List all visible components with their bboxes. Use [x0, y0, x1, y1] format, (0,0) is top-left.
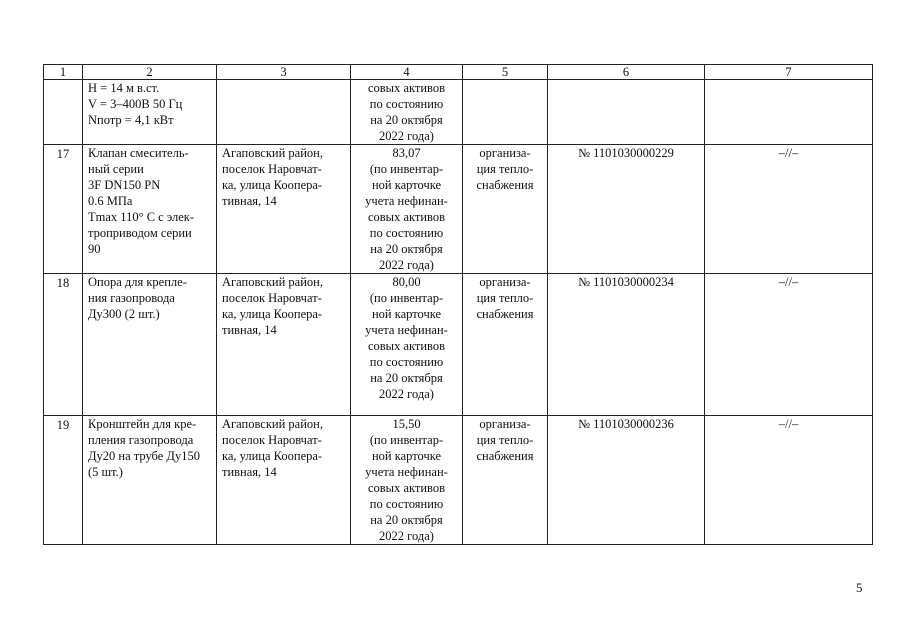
table-row	[44, 274, 873, 416]
value-cell	[351, 80, 463, 145]
property-table	[43, 64, 873, 545]
row-number-cell: 19	[44, 416, 83, 545]
item-name-cell	[83, 80, 217, 145]
address-line: поселок Наровчат-	[222, 433, 322, 447]
value-line: совых активов	[367, 339, 446, 353]
item-name-line: ния газопровода	[88, 291, 175, 305]
holder-line: снабжения	[476, 307, 534, 321]
value-line: ной карточке	[371, 307, 442, 321]
column-header-7: 7	[705, 65, 873, 80]
address-line: ка, улица Коопера-	[222, 307, 323, 321]
value-line: учета нефинан-	[365, 323, 448, 337]
table-row	[44, 416, 873, 545]
value-line: учета нефинан-	[365, 194, 448, 208]
item-name-line: 90	[88, 242, 101, 256]
value-line: 2022 года)	[379, 129, 434, 143]
holder-cell	[463, 274, 548, 416]
column-header-5: 5	[463, 65, 548, 80]
holder-line: организа-	[479, 275, 531, 289]
value-line: совых активов	[367, 210, 446, 224]
address-line: ка, улица Коопера-	[222, 449, 323, 463]
item-name-line: 0.6 МПа	[88, 194, 133, 208]
item-name-line: ный серии	[88, 162, 144, 176]
value-line: на 20 октября	[370, 242, 443, 256]
item-name-line: Клапан смеситель-	[88, 146, 189, 160]
inventory-cell: № 1101030000236	[548, 416, 705, 545]
item-name-line: (5 шт.)	[88, 465, 123, 479]
item-name-line: пления газопровода	[88, 433, 194, 447]
note-cell	[705, 80, 873, 145]
value-line: на 20 октября	[370, 513, 443, 527]
item-name-line: Кронштейн для кре-	[88, 417, 197, 431]
note-cell: –//–	[705, 274, 873, 416]
address-cell	[217, 416, 351, 545]
table-row	[44, 145, 873, 274]
address-line: тивная, 14	[222, 194, 277, 208]
value-line: (по инвентар-	[369, 433, 444, 447]
item-name-cell	[83, 274, 217, 416]
value-line: ной карточке	[371, 178, 442, 192]
page-number: 5	[856, 580, 863, 595]
holder-line: снабжения	[476, 178, 534, 192]
value-line: 80,00	[392, 275, 421, 289]
note-cell: –//–	[705, 145, 873, 274]
value-line: на 20 октября	[370, 113, 443, 127]
header-row	[44, 65, 873, 80]
value-line: по состоянию	[369, 355, 444, 369]
item-name-line: Nпотр = 4,1 кВт	[88, 113, 174, 127]
holder-line: ция тепло-	[476, 433, 534, 447]
value-cell	[351, 274, 463, 416]
value-line: учета нефинан-	[365, 465, 448, 479]
address-line: Агаповский район,	[222, 417, 323, 431]
column-header-1: 1	[44, 65, 83, 80]
table-row-continued	[44, 80, 873, 145]
address-line: поселок Наровчат-	[222, 162, 322, 176]
column-header-6: 6	[548, 65, 705, 80]
address-line: Агаповский район,	[222, 275, 323, 289]
value-line: по состоянию	[369, 226, 444, 240]
holder-cell	[463, 80, 548, 145]
value-line: 2022 года)	[379, 529, 434, 543]
address-line: Агаповский район,	[222, 146, 323, 160]
item-name-line: троприводом серии	[88, 226, 192, 240]
row-number-cell: 17	[44, 145, 83, 274]
value-line: (по инвентар-	[369, 162, 444, 176]
holder-line: снабжения	[476, 449, 534, 463]
item-name-line: Ду300 (2 шт.)	[88, 307, 160, 321]
holder-line: организа-	[479, 146, 531, 160]
value-line: (по инвентар-	[369, 291, 444, 305]
row-number-cell	[44, 80, 83, 145]
item-name-line: 3F DN150 PN	[88, 178, 161, 192]
value-line: 2022 года)	[379, 258, 434, 272]
item-name-line: Ду20 на трубе Ду150	[88, 449, 200, 463]
value-line: по состоянию	[369, 97, 444, 111]
address-cell	[217, 274, 351, 416]
value-cell	[351, 416, 463, 545]
column-header-3: 3	[217, 65, 351, 80]
value-line: 15,50	[392, 417, 421, 431]
address-line: поселок Наровчат-	[222, 291, 322, 305]
holder-line: ция тепло-	[476, 162, 534, 176]
value-line: совых активов	[367, 81, 446, 95]
item-name-line: V = 3–400В 50 Гц	[88, 97, 183, 111]
column-header-4: 4	[351, 65, 463, 80]
column-header-2: 2	[83, 65, 217, 80]
value-line: по состоянию	[369, 497, 444, 511]
value-line: на 20 октября	[370, 371, 443, 385]
holder-cell	[463, 145, 548, 274]
value-line: совых активов	[367, 481, 446, 495]
value-line: ной карточке	[371, 449, 442, 463]
address-cell	[217, 145, 351, 274]
item-name-cell	[83, 416, 217, 545]
item-name-line: Tmax 110° C с элек-	[88, 210, 194, 224]
item-name-line: H = 14 м в.ст.	[88, 81, 160, 95]
row-number-cell: 18	[44, 274, 83, 416]
address-cell	[217, 80, 351, 145]
holder-cell	[463, 416, 548, 545]
address-line: ка, улица Коопера-	[222, 178, 323, 192]
item-name-cell	[83, 145, 217, 274]
inventory-cell	[548, 80, 705, 145]
value-line: 2022 года)	[379, 387, 434, 401]
value-line: 83,07	[392, 146, 421, 160]
holder-line: организа-	[479, 417, 531, 431]
address-line: тивная, 14	[222, 323, 277, 337]
address-line: тивная, 14	[222, 465, 277, 479]
item-name-line: Опора для крепле-	[88, 275, 187, 289]
value-cell	[351, 145, 463, 274]
inventory-cell: № 1101030000229	[548, 145, 705, 274]
holder-line: ция тепло-	[476, 291, 534, 305]
inventory-cell: № 1101030000234	[548, 274, 705, 416]
note-cell: –//–	[705, 416, 873, 545]
